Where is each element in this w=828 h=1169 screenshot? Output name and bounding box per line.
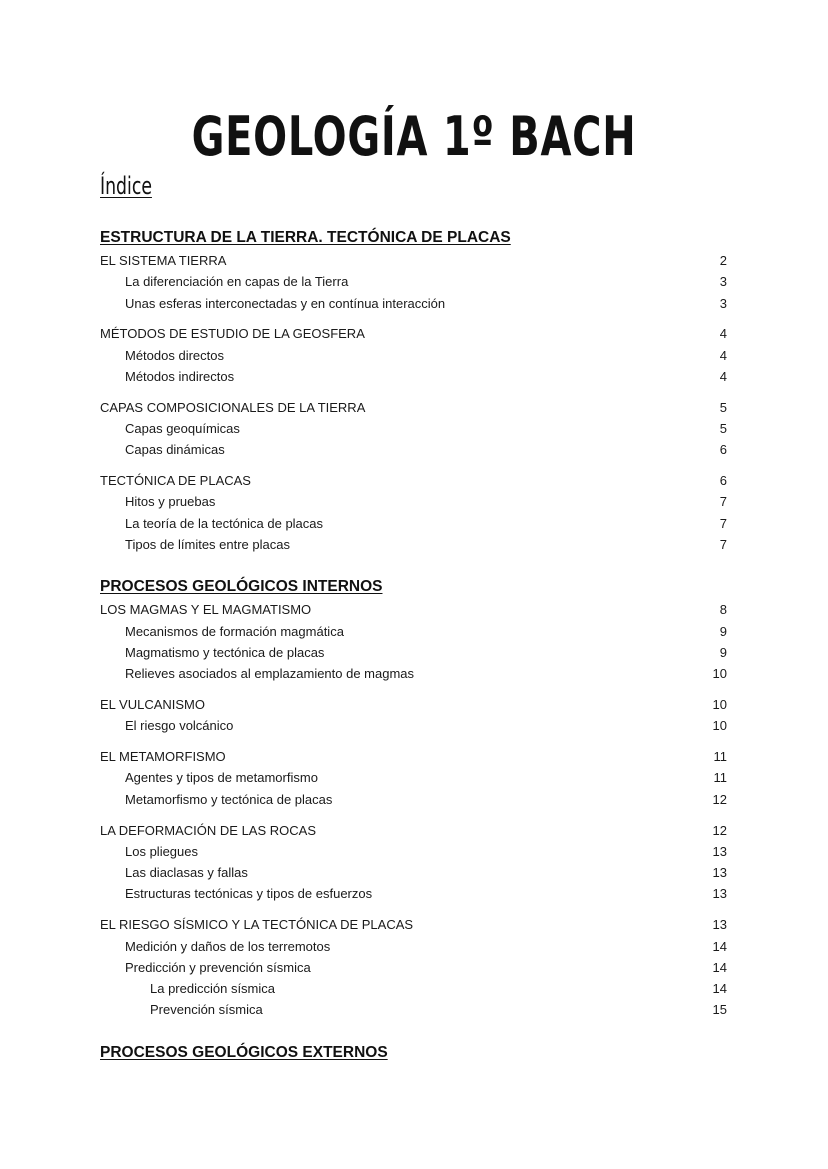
toc-subchapter-entry[interactable] <box>100 513 727 534</box>
toc-entry-label: Métodos directos <box>125 347 224 363</box>
toc-entry-page: 12 <box>712 791 727 807</box>
toc-subchapter-entry[interactable] <box>100 663 727 684</box>
toc-entry-label: Estructuras tectónicas y tipos de esfuerzos <box>125 886 373 902</box>
toc-entry-page: 13 <box>712 917 727 933</box>
toc-entry-page: 10 <box>712 666 727 682</box>
toc-chapter-entry[interactable] <box>100 397 727 418</box>
toc-entry-page: 11 <box>713 770 727 786</box>
toc-subchapter-entry[interactable] <box>100 862 727 883</box>
toc-entry-label: La predicción sísmica <box>150 981 275 997</box>
toc-entry-page: 6 <box>719 442 727 458</box>
toc-entry-page: 7 <box>719 515 727 531</box>
toc-entry-page: 5 <box>719 399 727 415</box>
toc-entry-label: MÉTODOS DE ESTUDIO DE LA GEOSFERA <box>100 326 365 342</box>
toc-entry-page: 6 <box>719 473 727 489</box>
toc-subchapter-entry[interactable] <box>100 621 727 642</box>
toc-subchapter-entry[interactable] <box>100 534 727 555</box>
toc-entry-label: Relieves asociados al emplazamiento de magmas <box>125 666 415 682</box>
toc-entry-page: 13 <box>712 865 727 881</box>
toc-entry-page: 4 <box>719 326 727 342</box>
toc-entry-label: Metamorfismo y tectónica de placas <box>125 791 333 807</box>
toc-entry-page: 10 <box>712 697 727 713</box>
toc-entry-label: Capas dinámicas <box>125 442 225 458</box>
group-spacer <box>100 387 727 397</box>
toc-chapter-entry[interactable] <box>100 599 727 620</box>
toc-section-title[interactable]: ESTRUCTURA DE LA TIERRA. TECTÓNICA DE PLACAS <box>100 229 511 246</box>
toc-subchapter-entry[interactable] <box>100 841 727 862</box>
toc-entry-page: 9 <box>719 644 727 660</box>
toc-chapter-entry[interactable] <box>100 694 727 715</box>
toc-entry-page: 5 <box>719 421 727 437</box>
toc-entry-page: 3 <box>719 295 727 311</box>
toc-entry-page: 7 <box>719 494 727 510</box>
toc-entry-label: Medición y daños de los terremotos <box>125 938 331 954</box>
toc-entry-page: 15 <box>712 1002 727 1018</box>
toc-chapter-entry[interactable] <box>100 820 727 841</box>
toc-entry-page: 14 <box>712 938 727 954</box>
toc-entry-page: 4 <box>719 347 727 363</box>
group-spacer <box>100 905 727 915</box>
toc-entry-label: Tipos de límites entre placas <box>125 537 290 553</box>
toc-subchapter-entry[interactable] <box>100 491 727 512</box>
toc-subchapter-entry[interactable] <box>100 642 727 663</box>
toc-subsection-entry[interactable] <box>100 978 727 999</box>
index-heading: Índice <box>100 172 152 200</box>
group-spacer <box>100 461 727 471</box>
toc-subchapter-entry[interactable] <box>100 957 727 978</box>
toc-entry-label: El riesgo volcánico <box>125 718 234 734</box>
toc-entry-page: 14 <box>712 959 727 975</box>
toc-entry-label: EL METAMORFISMO <box>100 749 226 765</box>
toc-entry-label: LA DEFORMACIÓN DE LAS ROCAS <box>100 822 316 838</box>
group-spacer <box>100 314 727 324</box>
group-spacer <box>100 810 727 820</box>
toc-entry-label: LOS MAGMAS Y EL MAGMATISMO <box>100 602 312 618</box>
toc-entry-page: 7 <box>719 537 727 553</box>
toc-subchapter-entry[interactable] <box>100 271 727 292</box>
toc-entry-label: Magmatismo y tectónica de placas <box>125 644 325 660</box>
toc-entry-label: EL SISTEMA TIERRA <box>100 253 227 268</box>
toc-entry-label: Unas esferas interconectadas y en contínua interacción <box>125 295 446 311</box>
toc-subchapter-entry[interactable] <box>100 789 727 810</box>
toc-entry-label: Hitos y pruebas <box>125 494 216 510</box>
toc-entry-page: 2 <box>719 253 727 268</box>
toc-subchapter-entry[interactable] <box>100 418 727 439</box>
toc-chapter-entry[interactable] <box>100 323 727 344</box>
section-spacer <box>100 555 727 575</box>
group-spacer <box>100 737 727 747</box>
toc-entry-page: 9 <box>719 623 727 639</box>
toc-chapter-entry[interactable] <box>100 250 727 271</box>
toc-entry-label: Prevención sísmica <box>150 1002 263 1018</box>
toc-section-title[interactable]: PROCESOS GEOLÓGICOS INTERNOS <box>100 578 383 596</box>
toc-entry-page: 4 <box>719 368 727 384</box>
toc-subchapter-entry[interactable] <box>100 715 727 736</box>
toc-subchapter-entry[interactable] <box>100 439 727 460</box>
toc-subchapter-entry[interactable] <box>100 767 727 788</box>
toc-entry-label: Métodos indirectos <box>125 368 235 384</box>
toc-subchapter-entry[interactable] <box>100 936 727 957</box>
table-of-contents <box>100 226 727 1065</box>
toc-entry-page: 13 <box>712 843 727 859</box>
toc-entry-label: CAPAS COMPOSICIONALES DE LA TIERRA <box>100 399 366 415</box>
toc-entry-label: Agentes y tipos de metamorfismo <box>125 770 318 786</box>
toc-entry-label: Mecanismos de formación magmática <box>125 623 344 639</box>
group-spacer <box>100 685 727 695</box>
toc-entry-label: TECTÓNICA DE PLACAS <box>100 473 251 489</box>
toc-entry-label: EL RIESGO SÍSMICO Y LA TECTÓNICA DE PLACAS <box>100 917 414 933</box>
toc-entry-page: 12 <box>712 822 727 838</box>
toc-chapter-entry[interactable] <box>100 914 727 935</box>
page-title: GEOLOGÍA 1º BACH <box>191 105 637 168</box>
toc-entry-page: 3 <box>719 274 727 290</box>
section-spacer <box>100 1021 727 1041</box>
toc-entry-page: 11 <box>713 749 727 765</box>
toc-subchapter-entry[interactable] <box>100 293 727 314</box>
toc-chapter-entry[interactable] <box>100 746 727 767</box>
toc-entry-page: 13 <box>712 886 727 902</box>
toc-section-title[interactable]: PROCESOS GEOLÓGICOS EXTERNOS <box>100 1043 388 1061</box>
toc-subchapter-entry[interactable] <box>100 366 727 387</box>
toc-entry-page: 14 <box>712 981 727 997</box>
toc-entry-label: Predicción y prevención sísmica <box>125 959 311 975</box>
toc-chapter-entry[interactable] <box>100 470 727 491</box>
toc-entry-page: 8 <box>719 602 727 618</box>
toc-entry-label: Capas geoquímicas <box>125 421 240 437</box>
toc-subsection-entry[interactable] <box>100 999 727 1020</box>
toc-entry-page: 10 <box>712 718 727 734</box>
toc-entry-label: La diferenciación en capas de la Tierra <box>125 274 349 290</box>
toc-entry-label: Las diaclasas y fallas <box>125 865 248 881</box>
toc-subchapter-entry[interactable] <box>100 883 727 904</box>
toc-subchapter-entry[interactable] <box>100 345 727 366</box>
toc-entry-label: La teoría de la tectónica de placas <box>125 515 324 531</box>
toc-entry-label: EL VULCANISMO <box>100 697 205 713</box>
toc-entry-label: Los pliegues <box>125 843 198 859</box>
